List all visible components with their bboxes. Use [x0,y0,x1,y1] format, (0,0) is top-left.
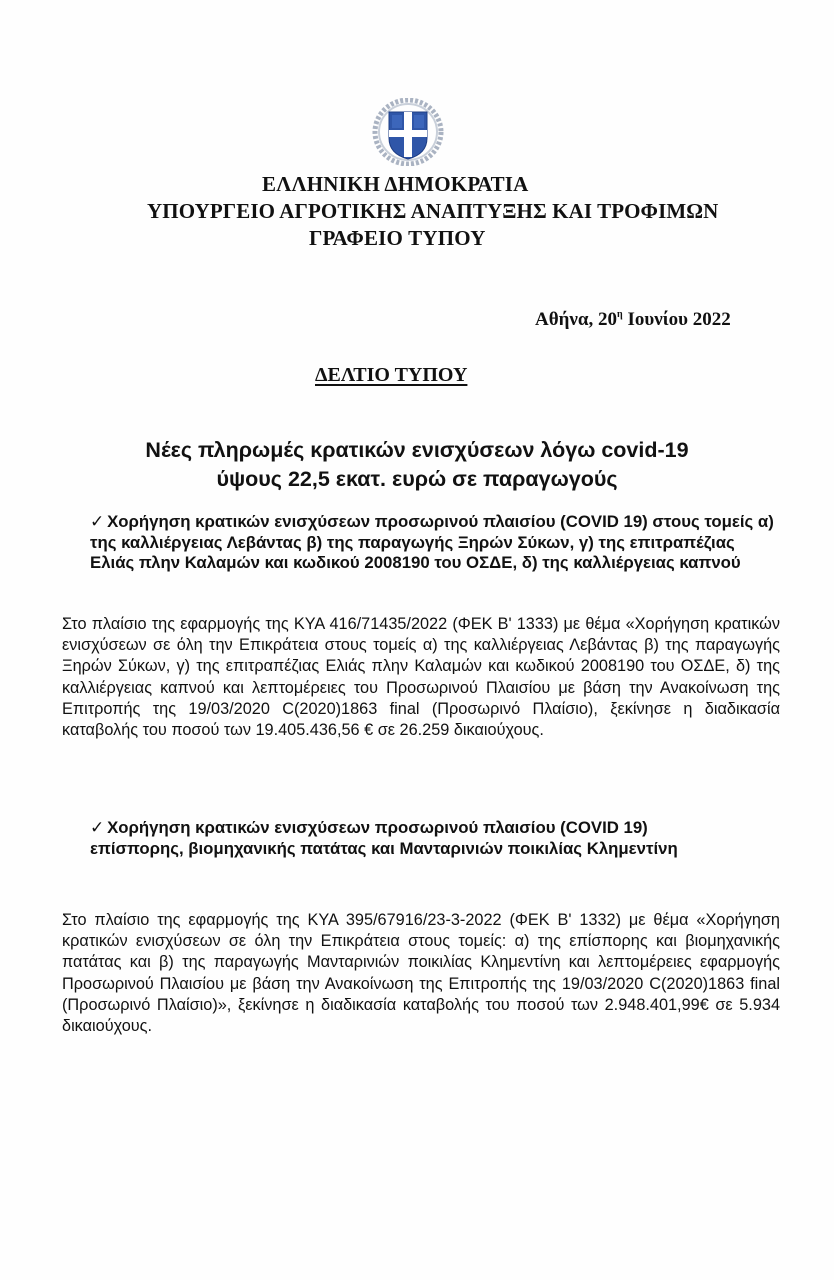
title-line-2: ύψους 22,5 εκατ. ευρώ σε παραγωγούς [216,467,618,491]
date-superscript: η [617,309,623,320]
checkmark-icon: ✓ [90,512,105,531]
header-ministry: ΥΠΟΥΡΓΕΙΟ ΑΓΡΟΤΙΚΗΣ ΑΝΑΠΤΥΞΗΣ ΚΑΙ ΤΡΟΦΙΜΩΝ [147,199,719,223]
section-1-bullet-text: Χορήγηση κρατικών ενισχύσεων προσωρινού πλαισίου (COVID 19) στους τομείς α) της καλλιέργειας Λεβάντας β) της παραγωγής Ξηρών Σύκων, γ) της επιτραπέζιας Ελιάς πλην Καλαμών και κωδικού 2008190 του ΟΣΔΕ, δ) της καλλιέργειας καπνού [90,512,774,572]
section-1-paragraph: Στο πλαίσιο της εφαρμογής της ΚΥΑ 416/71435/2022 (ΦΕΚ Β' 1333) με θέμα «Χορήγηση κρατικών ενισχύσεων σε όλη την Επικράτεια στους τομείς α) της καλλιέργειας Λεβάντας β) της παραγωγής Ξηρών Σύκων, γ) της επιτραπέζιας Ελιάς πλην Καλαμών και κωδικού 2008190 του ΟΣΔΕ, δ) της καλλιέργειας καπνού και λεπτομέρειες του Προσωρινού Πλαισίου με βάση την Ανακοίνωση της Επιτροπής της 19/03/2020 C(2020)1863 final (Προσωρινό Πλαίσιο), ξεκίνησε η διαδικασία καταβολής του ποσού των 19.405.436,56 € σε 26.259 δικαιούχους. [62,615,780,740]
document-title [40,436,794,494]
date-suffix: Ιουνίου 2022 [622,309,731,330]
press-release-label: ΔΕΛΤΙΟ ΤΥΠΟΥ [315,364,468,386]
checkmark-icon: ✓ [90,818,105,837]
greek-coat-of-arms-emblem [358,98,458,166]
header-country: ΕΛΛΗΝΙΚΗ ΔΗΜΟΚΡΑΤΙΑ [262,172,529,196]
document-date [535,309,731,331]
section-2-paragraph: Στο πλαίσιο της εφαρμογής της ΚΥΑ 395/67916/23-3-2022 (ΦΕΚ Β' 1332) με θέμα «Χορήγηση κρατικών ενισχύσεων σε όλη την Επικράτεια στους τομείς: α) της επίσπορης και βιομηχανικής πατάτας και β) της παραγωγής Μανταρινιών ποικιλίας Κλημεντίνη και λεπτομέρειες εφαρμογής Προσωρινού Πλαισίου με βάση την Ανακοίνωση της Επιτροπής της 19/03/2020 C(2020)1863 final (Προσωρινό Πλαίσιο)», ξεκίνησε η διαδικασία καταβολής του ποσού των 2.948.401,99€ σε 5.934 δικαιούχους. [62,911,780,1036]
date-prefix: Αθήνα, 20 [535,309,618,330]
header-press-office: ΓΡΑΦΕΙΟ ΤΥΠΟΥ [309,226,486,250]
section-2-bullet [90,818,730,859]
section-2-bullet-text: Χορήγηση κρατικών ενισχύσεων προσωρινού πλαισίου (COVID 19) επίσπορης, βιομηχανικής πατάτας και Μανταρινιών ποικιλίας Κλημεντίνη [90,818,678,858]
title-line-1: Νέες πληρωμές κρατικών ενισχύσεων λόγω covid-19 [145,438,689,462]
section-1-bullet [90,512,780,574]
